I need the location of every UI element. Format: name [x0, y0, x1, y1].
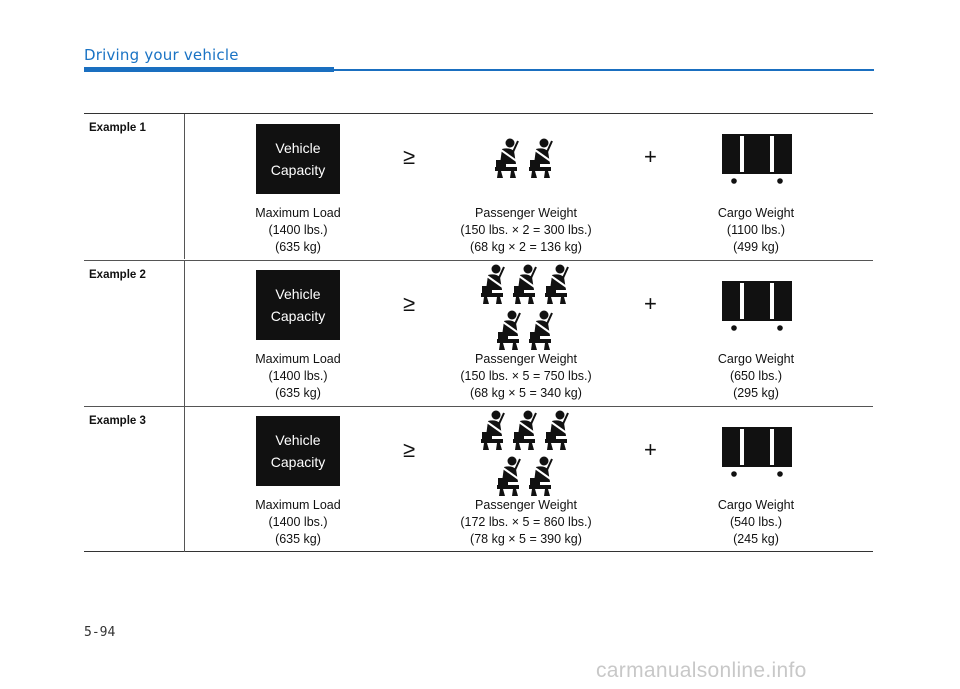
example-row-3 — [84, 406, 873, 552]
vehicle-capacity-box — [256, 416, 340, 486]
max-load-title: Maximum Load — [255, 498, 341, 512]
cargo-icon-wrap — [722, 281, 792, 338]
plus-symbol: + — [644, 291, 657, 316]
passenger-weight-lbs: (150 lbs. × 2 = 300 lbs.) — [460, 223, 592, 237]
example-label: Example 2 — [89, 269, 146, 281]
example-row-2 — [84, 260, 873, 406]
cargo-weight-title: Cargo Weight — [717, 352, 795, 366]
cargo-box-icon — [722, 427, 792, 479]
cargo-weight-caption — [666, 205, 846, 256]
header-rule-thick — [84, 67, 334, 72]
cargo-box-icon — [722, 281, 792, 333]
vehicle-capacity-line1: Vehicle — [275, 432, 321, 448]
max-load-kg: (635 kg) — [275, 240, 321, 254]
passenger-weight-kg: (68 kg × 5 = 340 kg) — [470, 386, 582, 400]
cargo-weight-lbs: (1100 lbs.) — [726, 223, 786, 237]
passenger-weight-kg: (78 kg × 5 = 390 kg) — [470, 532, 582, 546]
cargo-weight-caption — [666, 351, 846, 402]
vehicle-capacity-line1: Vehicle — [275, 286, 321, 302]
example-label-cell — [84, 407, 185, 552]
max-load-lbs: (1400 lbs.) — [268, 369, 328, 383]
watermark: carmanualsonline.info — [596, 659, 807, 682]
max-load-caption — [208, 205, 388, 256]
passenger-weight-lbs: (150 lbs. × 5 = 750 lbs.) — [460, 369, 592, 383]
plus-symbol: + — [644, 144, 657, 169]
max-load-title: Maximum Load — [255, 352, 341, 366]
vehicle-capacity-line2: Capacity — [270, 308, 326, 324]
cargo-weight-lbs: (540 lbs.) — [729, 515, 783, 529]
cargo-weight-kg: (245 kg) — [733, 532, 779, 546]
greater-equal-symbol: ≥ — [403, 291, 416, 316]
vehicle-capacity-line2: Capacity — [270, 454, 326, 470]
page-number: 5-94 — [84, 625, 116, 640]
cargo-weight-title: Cargo Weight — [717, 206, 795, 220]
cargo-box-icon — [722, 134, 792, 186]
cargo-weight-title: Cargo Weight — [717, 498, 795, 512]
plus-symbol: + — [644, 437, 657, 462]
max-load-title: Maximum Load — [255, 206, 341, 220]
cargo-icon-wrap — [722, 134, 792, 191]
cargo-weight-lbs: (650 lbs.) — [729, 369, 783, 383]
cargo-weight-kg: (499 kg) — [733, 240, 779, 254]
passenger-weight-caption — [436, 205, 616, 256]
cargo-weight-kg: (295 kg) — [733, 386, 779, 400]
passenger-weight-title: Passenger Weight — [475, 352, 577, 366]
seatbelt-passenger-icon — [478, 264, 574, 354]
vehicle-capacity-box — [256, 270, 340, 340]
max-load-kg: (635 kg) — [275, 386, 321, 400]
max-load-lbs: (1400 lbs.) — [268, 223, 328, 237]
max-load-lbs: (1400 lbs.) — [268, 515, 328, 529]
vehicle-capacity-line2: Capacity — [270, 162, 326, 178]
cargo-weight-caption — [666, 497, 846, 548]
max-load-kg: (635 kg) — [275, 532, 321, 546]
seatbelt-passenger-icon — [492, 138, 558, 180]
example-label: Example 3 — [89, 415, 146, 427]
max-load-caption — [208, 497, 388, 548]
passenger-weight-caption — [436, 351, 616, 402]
header-rule-thin — [334, 69, 874, 71]
vehicle-capacity-box — [256, 124, 340, 194]
passenger-icons — [478, 410, 574, 505]
example-row-1 — [84, 114, 873, 259]
passenger-icons — [492, 138, 558, 185]
example-label: Example 1 — [89, 122, 146, 134]
cargo-icon-wrap — [722, 427, 792, 484]
load-example-table — [84, 113, 873, 552]
passenger-icons — [478, 264, 574, 359]
greater-equal-symbol: ≥ — [403, 144, 416, 169]
passenger-weight-kg: (68 kg × 2 = 136 kg) — [470, 240, 582, 254]
max-load-caption — [208, 351, 388, 402]
greater-equal-symbol: ≥ — [403, 437, 416, 462]
passenger-weight-caption — [436, 497, 616, 548]
example-label-cell — [84, 114, 185, 259]
passenger-weight-title: Passenger Weight — [475, 498, 577, 512]
example-label-cell — [84, 261, 185, 406]
passenger-weight-lbs: (172 lbs. × 5 = 860 lbs.) — [460, 515, 592, 529]
vehicle-capacity-line1: Vehicle — [275, 140, 321, 156]
passenger-weight-title: Passenger Weight — [475, 206, 577, 220]
section-title: Driving your vehicle — [84, 46, 239, 64]
seatbelt-passenger-icon — [478, 410, 574, 500]
